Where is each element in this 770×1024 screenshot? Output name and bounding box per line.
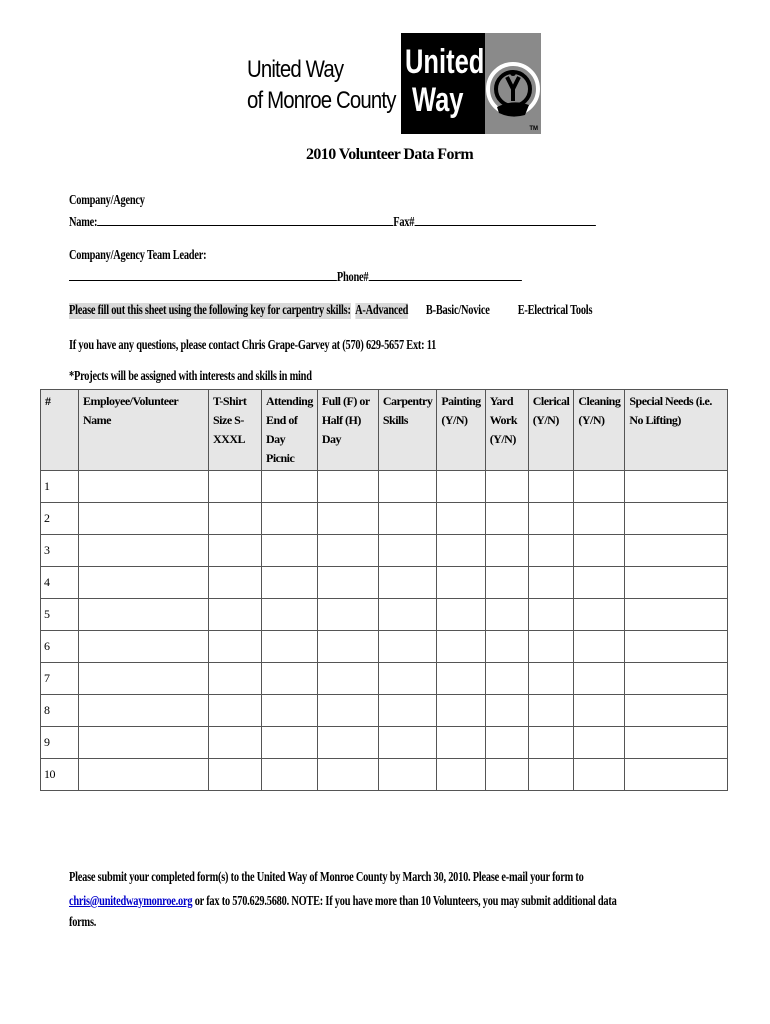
table-cell-input[interactable] — [262, 759, 318, 791]
table-cell-input[interactable] — [262, 471, 318, 503]
table-cell-input[interactable] — [625, 535, 728, 567]
table-cell-input[interactable] — [437, 471, 485, 503]
company-label: Company/Agency — [69, 193, 145, 208]
table-cell-input[interactable] — [485, 759, 528, 791]
carpentry-key-intro: Please fill out this sheet using the following key for carpentry skills: — [69, 303, 351, 318]
column-header: Employee/Volunteer Name — [79, 390, 209, 471]
table-cell-input[interactable] — [485, 695, 528, 727]
table-cell-input[interactable] — [528, 727, 574, 759]
table-row — [41, 535, 728, 567]
table-row — [41, 631, 728, 663]
table-cell-input[interactable] — [209, 695, 262, 727]
fax-note: or fax to 570.629.5680. NOTE: — [192, 894, 326, 909]
phone-label: Phone# — [336, 270, 369, 285]
logo-word-2: Way — [412, 81, 464, 119]
key-electrical: E-Electrical Tools — [517, 303, 593, 318]
table-cell-input[interactable] — [209, 599, 262, 631]
table-cell-input[interactable] — [378, 535, 437, 567]
united-way-logo — [401, 33, 541, 134]
table-cell-input[interactable] — [317, 471, 378, 503]
table-cell-input[interactable] — [79, 503, 209, 535]
table-cell-input[interactable] — [437, 727, 485, 759]
table-cell-input[interactable] — [528, 695, 574, 727]
table-cell-input[interactable] — [317, 727, 378, 759]
column-header: Full (F) or Half (H) Day — [317, 390, 378, 471]
row-number: 2 — [41, 503, 79, 535]
table-cell-input[interactable] — [209, 471, 262, 503]
table-cell-input[interactable] — [574, 695, 625, 727]
table-row — [41, 567, 728, 599]
table-cell-input[interactable] — [528, 631, 574, 663]
table-cell-input[interactable] — [79, 759, 209, 791]
table-cell-input[interactable] — [209, 631, 262, 663]
table-cell-input[interactable] — [209, 663, 262, 695]
table-row — [41, 471, 728, 503]
table-cell-input[interactable] — [528, 759, 574, 791]
row-number: 1 — [41, 471, 79, 503]
table-cell-input[interactable] — [625, 503, 728, 535]
table-cell-input[interactable] — [79, 567, 209, 599]
table-cell-input[interactable] — [378, 503, 437, 535]
table-cell-input[interactable] — [378, 567, 437, 599]
row-number: 8 — [41, 695, 79, 727]
row-number: 9 — [41, 727, 79, 759]
row-number: 7 — [41, 663, 79, 695]
table-cell-input[interactable] — [625, 663, 728, 695]
table-cell-input[interactable] — [485, 631, 528, 663]
table-cell-input[interactable] — [437, 695, 485, 727]
org-line1: United Way — [247, 56, 344, 83]
table-cell-input[interactable] — [317, 567, 378, 599]
email-link[interactable]: chris@unitedwaymonroe.org — [69, 894, 193, 909]
table-cell-input[interactable] — [262, 535, 318, 567]
table-cell-input[interactable] — [79, 599, 209, 631]
row-number: 4 — [41, 567, 79, 599]
table-cell-input[interactable] — [485, 567, 528, 599]
table-cell-input[interactable] — [625, 599, 728, 631]
column-header: Cleaning (Y/N) — [574, 390, 625, 471]
table-cell-input[interactable] — [574, 471, 625, 503]
table-cell-input[interactable] — [574, 503, 625, 535]
column-header: Carpentry Skills — [378, 390, 437, 471]
table-cell-input[interactable] — [437, 599, 485, 631]
table-row — [41, 599, 728, 631]
table-cell-input[interactable] — [378, 471, 437, 503]
table-cell-input[interactable] — [574, 759, 625, 791]
logo-word-1: United — [405, 43, 485, 81]
carpentry-key-row — [69, 303, 592, 319]
table-cell-input[interactable] — [79, 535, 209, 567]
table-cell-input[interactable] — [79, 471, 209, 503]
table-row — [41, 663, 728, 695]
column-header: # — [41, 390, 79, 471]
table-cell-input[interactable] — [262, 631, 318, 663]
table-cell-input[interactable] — [209, 503, 262, 535]
org-line2: of Monroe County — [247, 87, 396, 114]
column-header: Special Needs (i.e. No Lifting) — [625, 390, 728, 471]
table-cell-input[interactable] — [437, 631, 485, 663]
company-name-label: Name: — [69, 215, 98, 230]
table-cell-input[interactable] — [317, 535, 378, 567]
table-cell-input[interactable] — [262, 695, 318, 727]
table-cell-input[interactable] — [625, 759, 728, 791]
table-cell-input[interactable] — [485, 471, 528, 503]
submit-instructions: Please submit your completed form(s) to the United Way of Monroe County by March 30, 2010. Please e-mail your form to — [69, 870, 584, 885]
table-cell-input[interactable] — [574, 663, 625, 695]
table-row — [41, 727, 728, 759]
column-header: Painting (Y/N) — [437, 390, 485, 471]
table-cell-input[interactable] — [378, 727, 437, 759]
column-header: Attending End of Day Picnic — [262, 390, 318, 471]
table-cell-input[interactable] — [378, 759, 437, 791]
table-cell-input[interactable] — [485, 503, 528, 535]
table-cell-input[interactable] — [528, 503, 574, 535]
logo-hand-emblem-icon — [485, 33, 541, 134]
row-number: 3 — [41, 535, 79, 567]
contact-info: If you have any questions, please contact Chris Grape-Garvey at (570) 629-5657 Ext: 11 — [69, 338, 437, 353]
table-cell-input[interactable] — [317, 695, 378, 727]
key-advanced: A-Advanced — [355, 303, 409, 318]
table-cell-input[interactable] — [485, 599, 528, 631]
table-cell-input[interactable] — [262, 599, 318, 631]
table-cell-input[interactable] — [262, 663, 318, 695]
table-cell-input[interactable] — [79, 631, 209, 663]
table-cell-input[interactable] — [437, 503, 485, 535]
table-header-row — [41, 390, 728, 471]
team-leader-label: Company/Agency Team Leader: — [69, 248, 207, 263]
fax-label: Fax# — [393, 215, 415, 230]
table-cell-input[interactable] — [528, 471, 574, 503]
form-title: 2010 Volunteer Data Form — [306, 146, 474, 163]
table-cell-input[interactable] — [574, 535, 625, 567]
table-cell-input[interactable] — [625, 567, 728, 599]
team-leader-field[interactable] — [69, 268, 522, 286]
table-row — [41, 503, 728, 535]
table-cell-input[interactable] — [378, 663, 437, 695]
table-cell-input[interactable] — [528, 567, 574, 599]
table-cell-input[interactable] — [79, 663, 209, 695]
table-cell-input[interactable] — [317, 663, 378, 695]
table-cell-input[interactable] — [625, 631, 728, 663]
table-cell-input[interactable] — [437, 567, 485, 599]
table-cell-input[interactable] — [574, 631, 625, 663]
logo-wordmark — [405, 43, 485, 119]
table-cell-input[interactable] — [79, 727, 209, 759]
volunteer-table — [40, 389, 728, 791]
table-cell-input[interactable] — [317, 503, 378, 535]
table-cell-input[interactable] — [378, 631, 437, 663]
table-cell-input[interactable] — [262, 727, 318, 759]
table-row — [41, 759, 728, 791]
column-header: Clerical (Y/N) — [528, 390, 574, 471]
table-cell-input[interactable] — [485, 663, 528, 695]
additional-note: If you have more than 10 Volunteers, you may submit additional data — [325, 894, 617, 909]
table-cell-input[interactable] — [437, 759, 485, 791]
table-cell-input[interactable] — [485, 727, 528, 759]
table-cell-input[interactable] — [574, 599, 625, 631]
table-cell-input[interactable] — [209, 535, 262, 567]
table-cell-input[interactable] — [79, 695, 209, 727]
submit-line-3: forms. — [69, 915, 97, 930]
table-cell-input[interactable] — [528, 663, 574, 695]
table-cell-input[interactable] — [209, 567, 262, 599]
table-cell-input[interactable] — [378, 599, 437, 631]
table-cell-input[interactable] — [528, 535, 574, 567]
carpentry-key-intro-text: Please fill out this sheet using the following key for carpentry skills — [69, 303, 348, 318]
table-cell-input[interactable] — [574, 567, 625, 599]
table-cell-input[interactable] — [528, 599, 574, 631]
company-name-field[interactable] — [69, 213, 596, 231]
table-cell-input[interactable] — [317, 759, 378, 791]
table-cell-input[interactable] — [625, 727, 728, 759]
table-cell-input[interactable] — [437, 663, 485, 695]
table-cell-input[interactable] — [262, 503, 318, 535]
table-cell-input[interactable] — [262, 567, 318, 599]
table-cell-input[interactable] — [625, 695, 728, 727]
key-basic: B-Basic/Novice — [425, 303, 490, 318]
trademark: TM — [529, 126, 538, 132]
table-cell-input[interactable] — [209, 759, 262, 791]
org-name — [247, 54, 396, 116]
row-number: 5 — [41, 599, 79, 631]
table-row — [41, 695, 728, 727]
column-header: Yard Work (Y/N) — [485, 390, 528, 471]
table-cell-input[interactable] — [317, 599, 378, 631]
table-cell-input[interactable] — [317, 631, 378, 663]
table-cell-input[interactable] — [625, 471, 728, 503]
projects-note: *Projects will be assigned with interests and skills in mind — [69, 369, 312, 384]
table-cell-input[interactable] — [378, 695, 437, 727]
row-number: 10 — [41, 759, 79, 791]
table-cell-input[interactable] — [437, 535, 485, 567]
table-cell-input[interactable] — [209, 727, 262, 759]
submit-line-2 — [69, 894, 617, 910]
table-cell-input[interactable] — [485, 535, 528, 567]
row-number: 6 — [41, 631, 79, 663]
table-cell-input[interactable] — [574, 727, 625, 759]
column-header: T-Shirt Size S-XXXL — [209, 390, 262, 471]
